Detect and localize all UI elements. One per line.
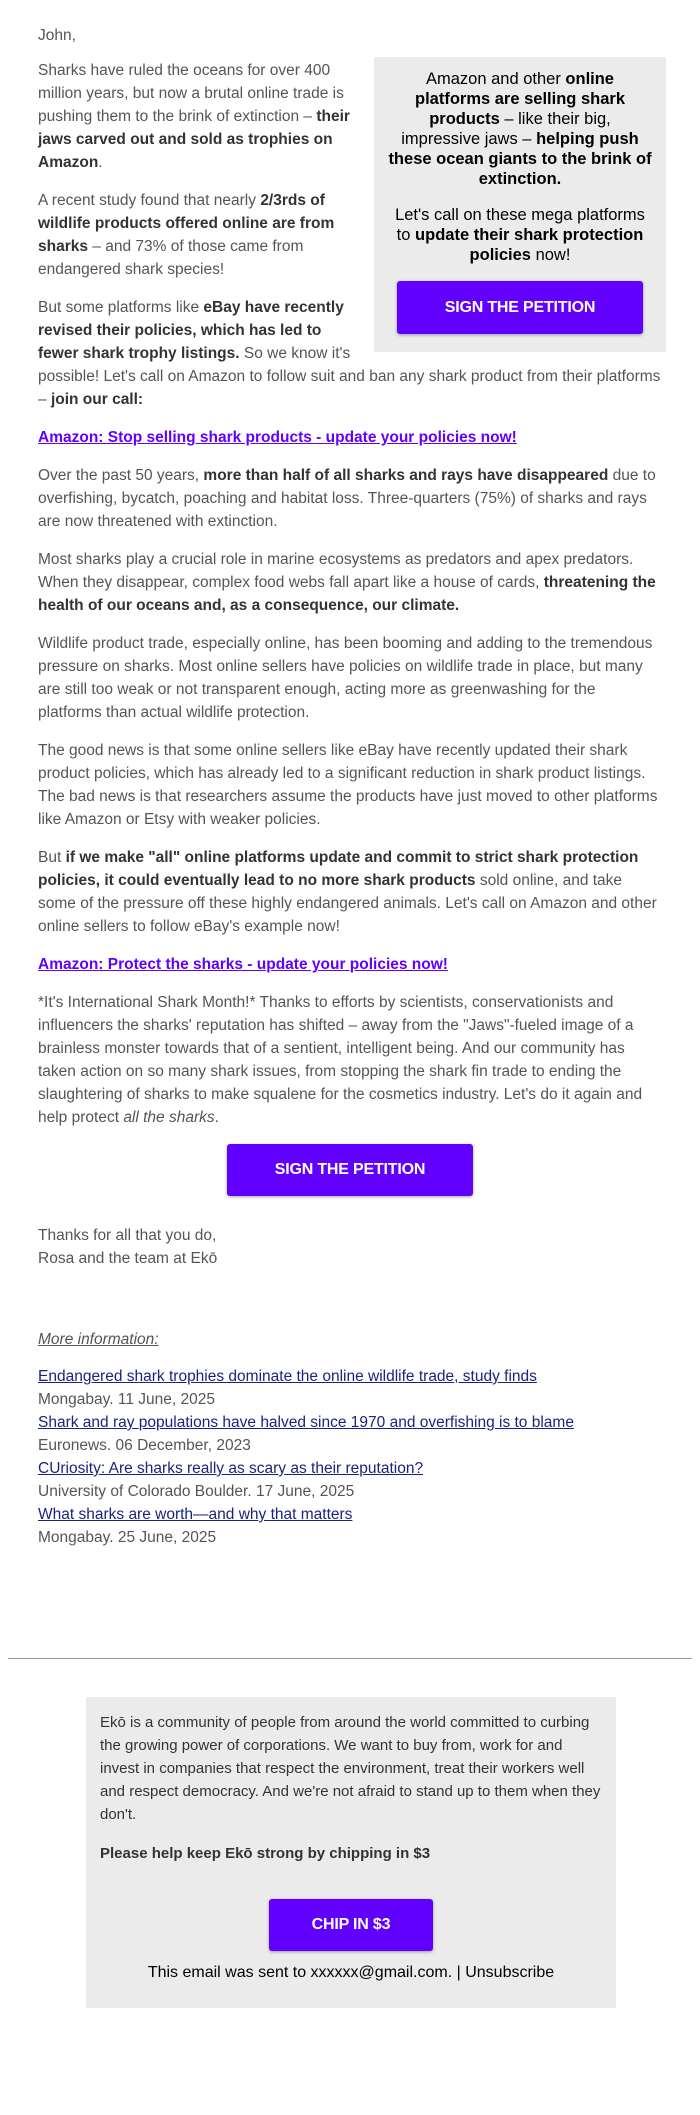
petition-link-1-wrap xyxy=(38,426,662,449)
petition-link-2-wrap xyxy=(38,953,662,976)
email-body xyxy=(38,24,662,1549)
more-info-heading: More information: xyxy=(38,1331,159,1348)
footer-divider xyxy=(8,1658,692,1659)
signoff-thanks: Thanks for all that you do, xyxy=(38,1227,217,1244)
footer-ask: Please help keep Ekō strong by chipping in $3 xyxy=(100,1845,431,1862)
reference-link[interactable]: CUriosity: Are sharks really as scary as their reputation? xyxy=(38,1460,424,1477)
body-paragraph-7: The good news is that some online sellers like eBay have recently updated their shark product policies, which has already led to a significant reduction in shark product listings. The bad news is that researchers assume the products have just moved to other platforms like Amazon or Etsy with weaker policies. xyxy=(38,742,658,828)
reference-item xyxy=(38,1365,662,1411)
body-paragraph-6: Wildlife product trade, especially online, has been booming and adding to the tremendous pressure on sharks. Most online sellers have policies on wildlife trade in place, but many are still too weak or not transparent enough, acting more as greenwashing for the platforms than actual wildlife protection. xyxy=(38,635,653,721)
body-paragraph-5: Most sharks play a crucial role in marine ecosystems as predators and apex predators. When they disappear, complex food webs fall apart like a house of cards, threatening the health of our oceans and, as a consequence, our climate. xyxy=(38,551,656,614)
shark-month-paragraph: *It's International Shark Month!* Thanks to efforts by scientists, conservationists and influencers the sharks' reputation has shifted – away from the "Jaws"-fueled image of a brainless monster towards that of a sentient, intelligent being. And our community has taken action on so many shark issues, from stopping the shark fin trade to ending the slaughtering of sharks to make squalene for the cosmetics industry. Let's do it again and help protect all the sharks. xyxy=(38,994,643,1126)
signoff xyxy=(38,1224,662,1270)
body-paragraph-4: Over the past 50 years, more than half of all sharks and rays have disappeared due to overfishing, bycatch, poaching and habitat loss. Three-quarters (75%) of sharks and rays are now threatened with extinction. xyxy=(38,467,656,530)
sent-to-line xyxy=(100,1961,602,1984)
reference-source: Mongabay. 11 June, 2025 xyxy=(38,1391,215,1408)
reference-link[interactable]: Endangered shark trophies dominate the online wildlife trade, study finds xyxy=(38,1368,537,1385)
reference-link[interactable]: Shark and ray populations have halved since 1970 and overfishing is to blame xyxy=(38,1414,574,1431)
reference-source: Euronews. 06 December, 2023 xyxy=(38,1437,251,1454)
intro-paragraph-1: Sharks have ruled the oceans for over 400 million years, but now a brutal online trade is pushing them to the brink of extinction – their jaws carved out and sold as trophies on Amazon. xyxy=(38,62,350,171)
reference-list xyxy=(38,1365,662,1549)
body-paragraph-8: But if we make "all" online platforms update and commit to strict shark protection policies, it could eventually lead to no more shark products sold online, and take some of the pressure off these highly endangered animals. Let's call on Amazon and other online sellers to follow eBay's example now! xyxy=(38,849,657,935)
footer-box xyxy=(86,1697,616,2008)
callout-text-2: Let's call on these mega platforms to update their shark protection policies now! xyxy=(395,206,645,264)
reference-item xyxy=(38,1457,662,1503)
reference-source: Mongabay. 25 June, 2025 xyxy=(38,1529,217,1546)
petition-link-2[interactable]: Amazon: Protect the sharks - update your policies now! xyxy=(38,956,448,973)
intro-paragraph-2: A recent study found that nearly 2/3rds of wildlife products offered online are from sharks – and 73% of those came from endangered shark species! xyxy=(38,192,335,278)
sign-petition-button-bottom[interactable]: SIGN THE PETITION xyxy=(227,1144,473,1196)
petition-link-1[interactable]: Amazon: Stop selling shark products - update your policies now! xyxy=(38,429,517,446)
chip-in-button[interactable]: CHIP IN $3 xyxy=(269,1899,433,1951)
sign-petition-button-top[interactable]: SIGN THE PETITION xyxy=(397,281,643,334)
sent-to-text: This email was sent to xxxxxx@gmail.com. xyxy=(147,1964,453,1981)
unsubscribe-link[interactable]: Unsubscribe xyxy=(465,1964,555,1981)
sent-to-separator: | xyxy=(456,1964,461,1981)
reference-item xyxy=(38,1411,662,1457)
intro-paragraph-3: But some platforms like eBay have recently revised their policies, which has led to fewer shark trophy listings. So we know it's possible! Let's call on Amazon to follow suit and ban any shark product from their platforms – join our call: xyxy=(38,299,661,408)
callout-text-1: Amazon and other online platforms are selling shark products – like their big, impressive jaws – helping push these ocean giants to the brink of extinction. xyxy=(388,70,652,188)
reference-item xyxy=(38,1503,662,1549)
greeting: John, xyxy=(38,27,76,44)
footer-about: Ekō is a community of people from around the world committed to curbing the growing power of corporations. We want to buy from, work for and invest in companies that respect the environment, treat their workers well and respect democracy. And we're not afraid to stand up to them when they don't. xyxy=(100,1714,601,1823)
petition-callout-box xyxy=(374,57,666,352)
reference-source: University of Colorado Boulder. 17 June, 2025 xyxy=(38,1483,355,1500)
reference-link[interactable]: What sharks are worth—and why that matters xyxy=(38,1506,353,1523)
signoff-signature: Rosa and the team at Ekō xyxy=(38,1250,218,1267)
